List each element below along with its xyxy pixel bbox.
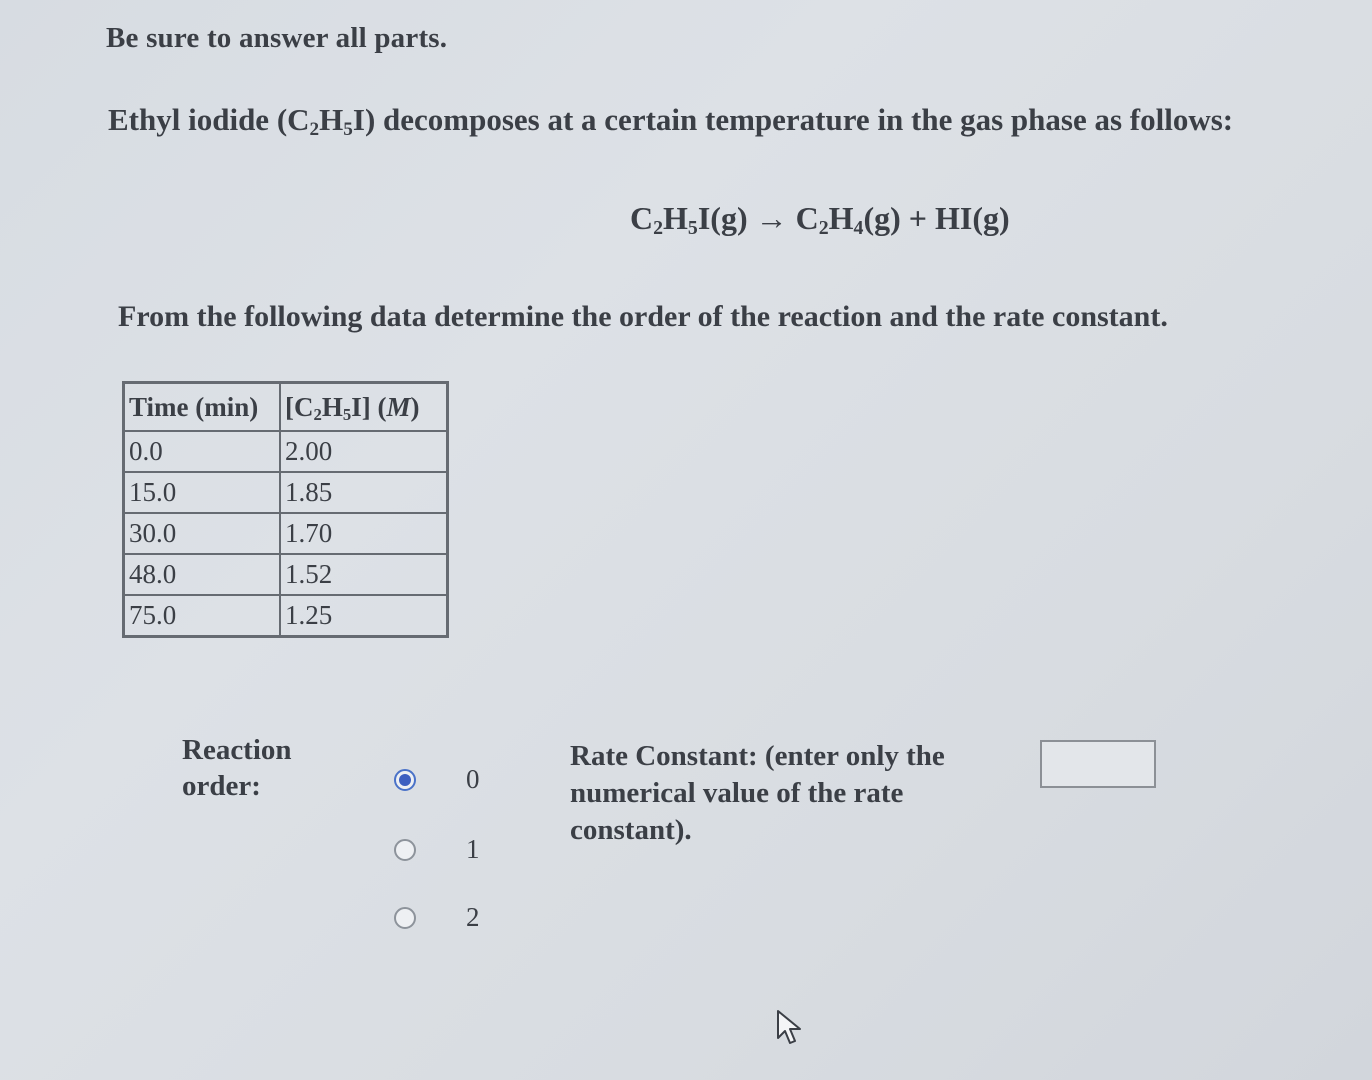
instruction-text: Be sure to answer all parts. bbox=[106, 22, 448, 54]
order-option-0[interactable] bbox=[394, 764, 480, 795]
table-row bbox=[124, 472, 448, 513]
conc-cell: 1.70 bbox=[280, 513, 448, 554]
order-option-1[interactable] bbox=[394, 834, 480, 865]
radio-button-1[interactable] bbox=[394, 839, 416, 861]
conc-cell: 1.85 bbox=[280, 472, 448, 513]
conc-cell: 2.00 bbox=[280, 431, 448, 472]
table-row bbox=[124, 595, 448, 637]
header-time: Time (min) bbox=[124, 383, 281, 432]
conc-cell: 1.52 bbox=[280, 554, 448, 595]
radio-button-2[interactable] bbox=[394, 907, 416, 929]
time-cell: 15.0 bbox=[124, 472, 281, 513]
time-cell: 0.0 bbox=[124, 431, 281, 472]
option-label-0: 0 bbox=[466, 764, 480, 794]
rate-constant-label: Rate Constant: (enter only the numerical value of the rate constant). bbox=[570, 740, 945, 846]
option-label-1: 1 bbox=[466, 834, 480, 864]
time-cell: 75.0 bbox=[124, 595, 281, 637]
table-row bbox=[124, 431, 448, 472]
rate-constant-input[interactable] bbox=[1040, 740, 1156, 788]
reaction-arrow: → bbox=[747, 200, 796, 236]
mouse-pointer-icon bbox=[774, 1008, 808, 1048]
data-table bbox=[122, 381, 449, 638]
intro-text: Ethyl iodide $(C_2H_5I)$ decomposes at a certain temperature in the gas phase as follows: bbox=[108, 102, 1234, 140]
option-label-2: 2 bbox=[466, 902, 480, 932]
conc-cell: 1.25 bbox=[280, 595, 448, 637]
table-header-row bbox=[124, 383, 448, 432]
question-text: From the following data determine the order of the reaction and the rate constant. bbox=[118, 300, 1168, 333]
time-cell: 30.0 bbox=[124, 513, 281, 554]
table-row bbox=[124, 513, 448, 554]
reaction-order-label: Reaction order: bbox=[182, 734, 292, 802]
header-concentration: $[C_2H_5I]$ (M) bbox=[280, 383, 448, 432]
radio-button-0[interactable] bbox=[394, 769, 416, 791]
reaction-equation: $C_2H_5I(g) \to C_2H_4(g) + HI(g)$ bbox=[630, 200, 1010, 239]
table-row bbox=[124, 554, 448, 595]
order-option-2[interactable] bbox=[394, 902, 480, 933]
time-cell: 48.0 bbox=[124, 554, 281, 595]
